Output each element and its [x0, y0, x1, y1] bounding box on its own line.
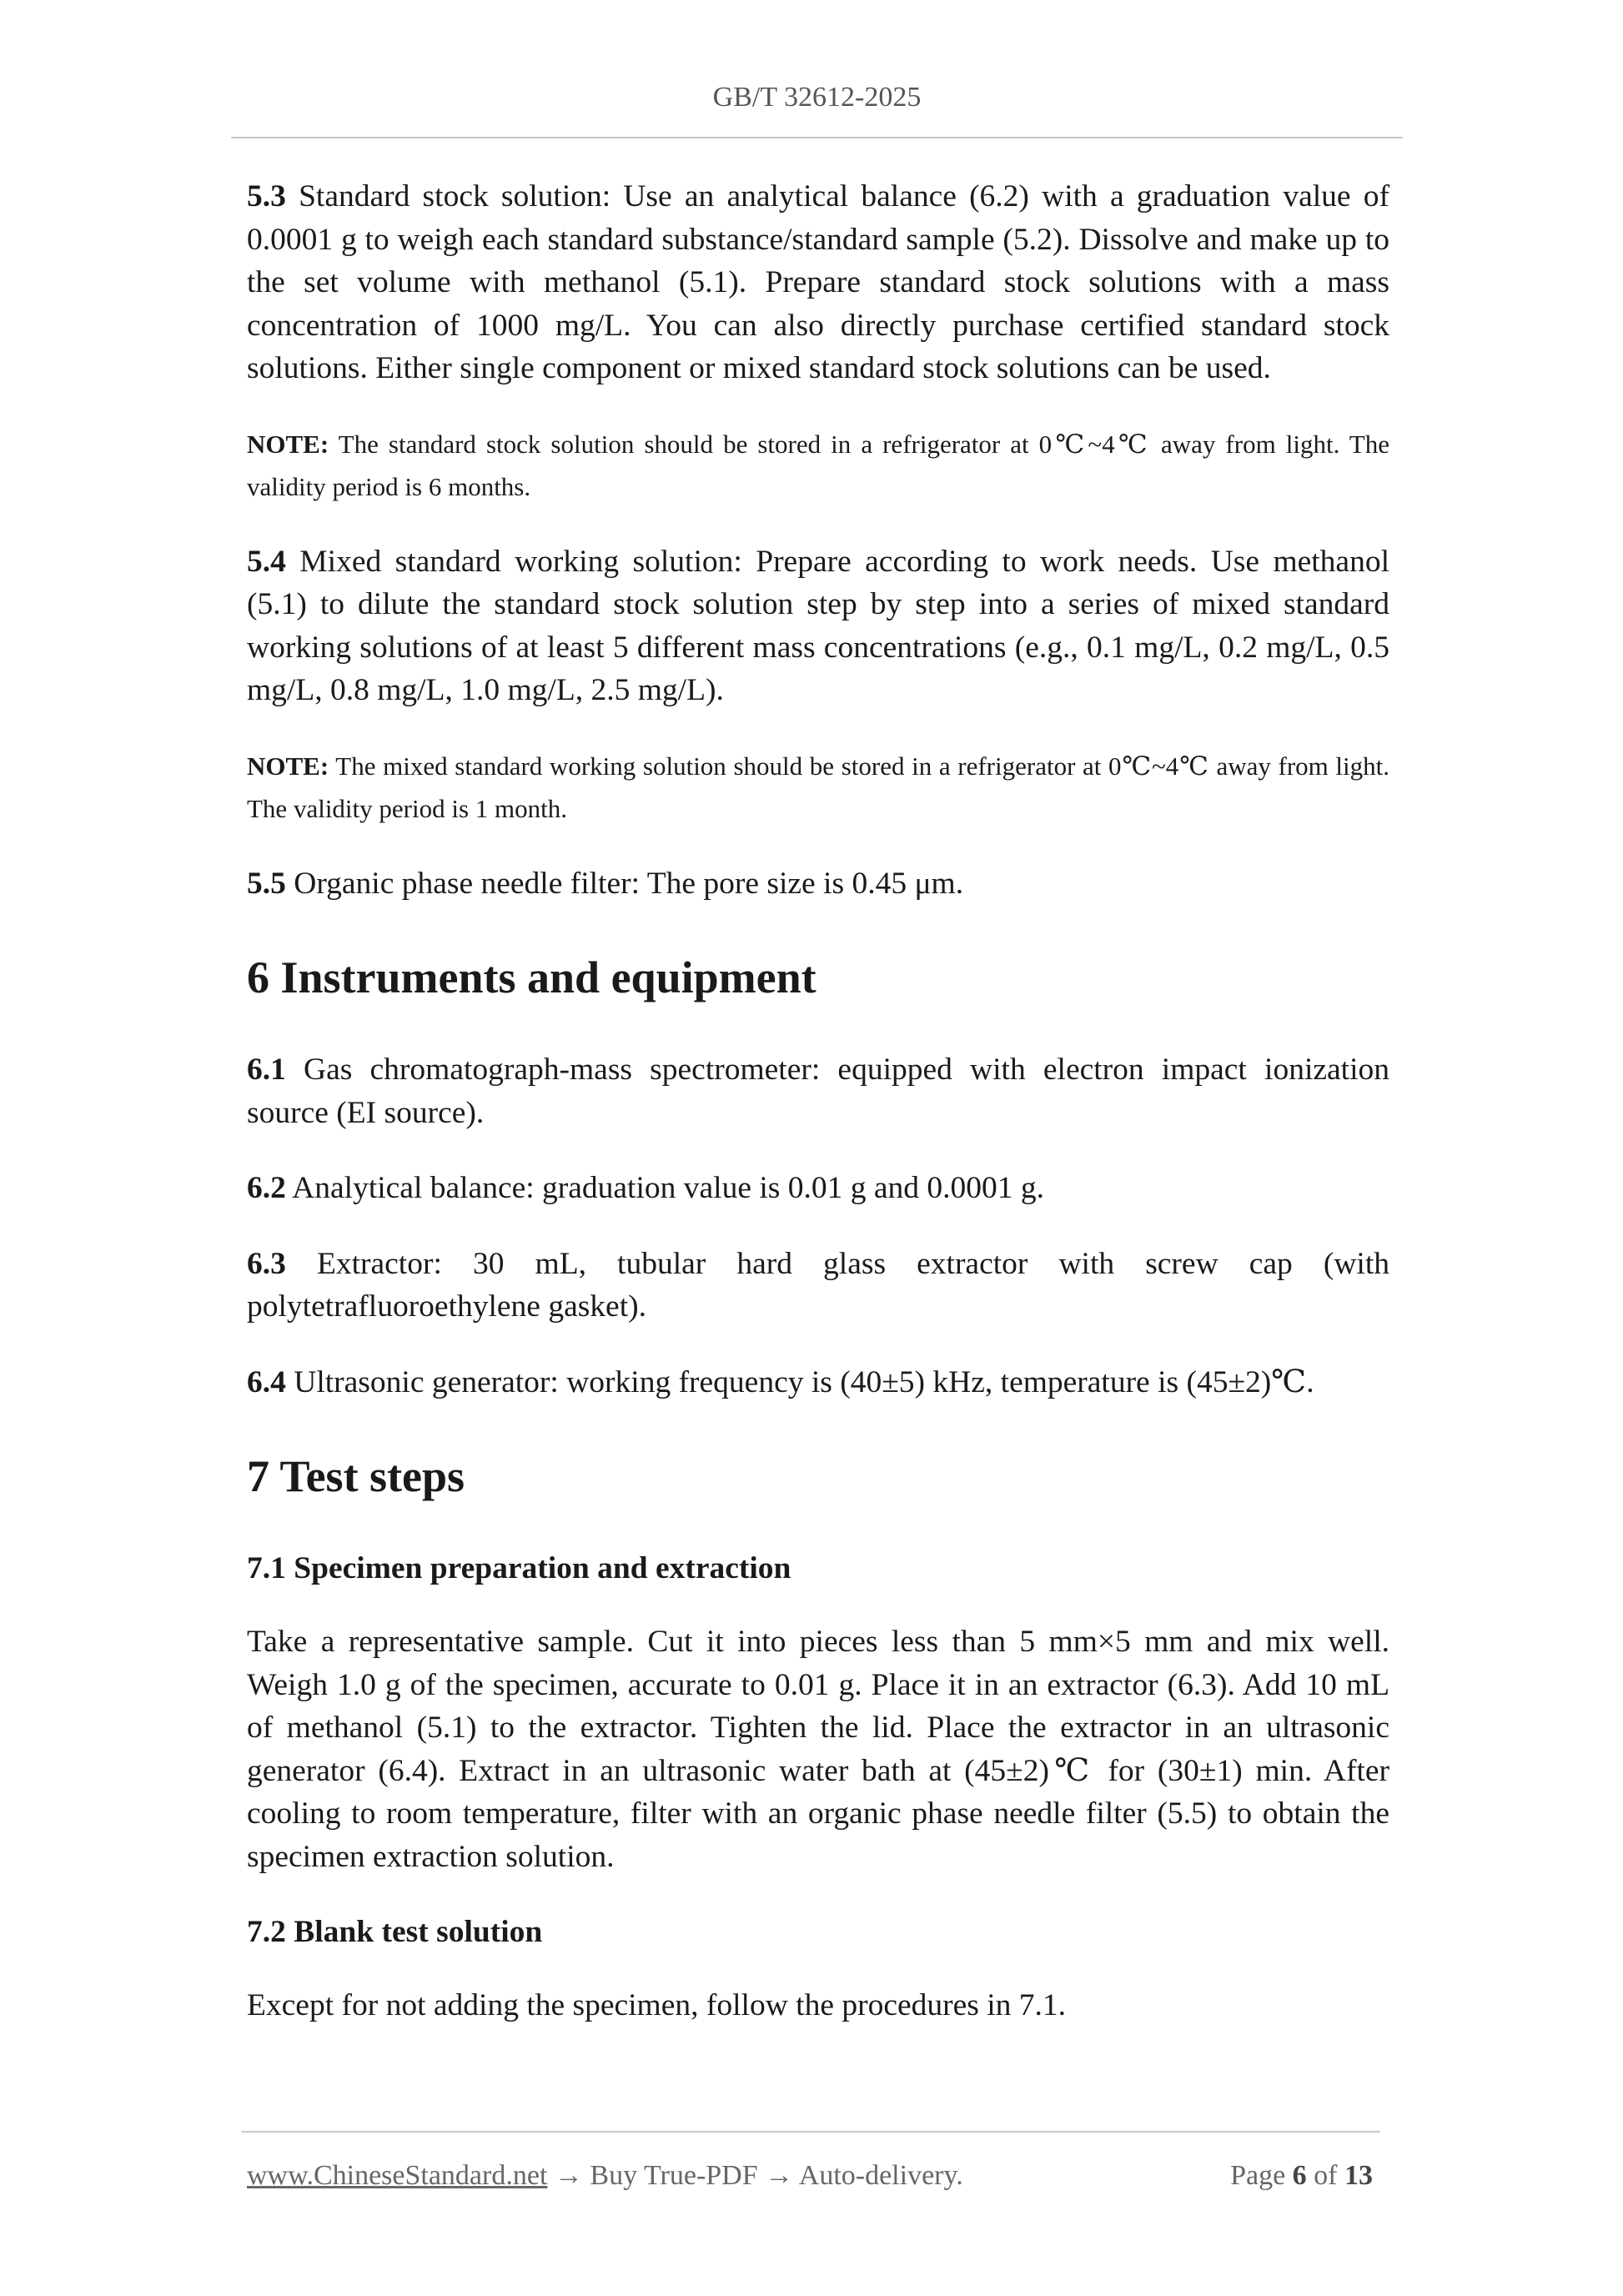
- section-text: Mixed standard working solution: Prepare according to work needs. Use methanol (5.1) to dilute the standard stock solution step by step into a series of mixed standard working solutions of at least 5 different mass concentrations (e.g., 0.1 mg/L, 0.2 mg/L, 0.5 mg/L, 0.8 mg/L, 1.0 mg/L, 2.5 mg/L).: [247, 544, 1389, 707]
- arrow-right-icon: →: [757, 2160, 799, 2191]
- note-label: NOTE:: [247, 429, 329, 459]
- paragraph-specimen-preparation: Take a representative sample. Cut it into pieces less than 5 mm×5 mm and mix well. Weigh 1.0 g of the specimen, accurate to 0.01 g. Place it in an extractor (6.3). Add 10 mL of methanol (5.1) to the extractor. Tighten the lid. Place the extractor in an ultrasonic generator (6.4). Extract in an ultrasonic water bath at (45±2)℃ for (30±1) min. After cooling to room temperature, filter with an organic phase needle filter (5.5) to obtain the specimen extraction solution.: [247, 1625, 1389, 1874]
- website-link[interactable]: www.ChineseStandard.net: [247, 2160, 548, 2191]
- header-divider: [231, 137, 1403, 138]
- section-number: 5.5: [247, 866, 286, 901]
- page-number: [1230, 2156, 1373, 2196]
- note-text: The standard stock solution should be stored in a refrigerator at 0℃~4℃ away from light. The validity period is 6 months.: [247, 429, 1389, 501]
- note-stock-solution: [247, 423, 1389, 508]
- section-text: Standard stock solution: Use an analytical balance (6.2) with a graduation value of 0.0001 g to weigh each standard substance/standard sample (5.2). Dissolve and make up to the set volume with methanol (5.1). Prepare standard stock solutions with a mass concentration of 1000 mg/L. You can also directly purchase certified standard stock solutions. Either single component or mixed standard stock solutions can be used.: [247, 179, 1389, 385]
- page-of: of: [1306, 2160, 1344, 2191]
- document-body: [247, 175, 1389, 2060]
- section-number: 6.4: [247, 1364, 286, 1399]
- section-6-1: [247, 1048, 1389, 1134]
- note-working-solution: [247, 745, 1389, 830]
- section-number: 5.4: [247, 544, 286, 579]
- footer-divider: [242, 2131, 1380, 2133]
- section-6-4: [247, 1361, 1389, 1404]
- heading-blank-test-solution: 7.2 Blank test solution: [247, 1915, 543, 1949]
- section-number: 5.3: [247, 179, 286, 214]
- note-label: NOTE:: [247, 751, 329, 781]
- section-text: Organic phase needle filter: The pore size is 0.45 μm.: [285, 866, 964, 901]
- page-header: GB/T 32612-2025: [712, 82, 922, 113]
- page-total: 13: [1344, 2160, 1373, 2191]
- auto-delivery-text: Auto-delivery.: [798, 2160, 963, 2191]
- section-text: Analytical balance: graduation value is 0.01 g and 0.0001 g.: [285, 1171, 1045, 1205]
- section-number: 6.2: [247, 1171, 286, 1205]
- page-current: 6: [1292, 2160, 1307, 2191]
- page-label: Page: [1230, 2160, 1293, 2191]
- section-text: Ultrasonic generator: working frequency is (40±5) kHz, temperature is (45±2)℃.: [285, 1364, 1314, 1399]
- section-number: 6.1: [247, 1053, 286, 1087]
- section-6-3: [247, 1243, 1389, 1329]
- heading-instruments-equipment: 6 Instruments and equipment: [247, 952, 817, 1002]
- paragraph-blank-test-solution: Except for not adding the specimen, follow the procedures in 7.1.: [247, 1988, 1067, 2022]
- note-text: The mixed standard working solution should be stored in a refrigerator at 0℃~4℃ away from light. The validity period is 1 month.: [247, 751, 1389, 823]
- section-6-2: [247, 1167, 1389, 1210]
- section-5-5: [247, 862, 1389, 906]
- heading-specimen-preparation: 7.1 Specimen preparation and extraction: [247, 1551, 791, 1585]
- section-5-3: [247, 175, 1389, 390]
- section-text: Extractor: 30 mL, tubular hard glass extractor with screw cap (with polytetrafluoroethylene gasket).: [247, 1246, 1389, 1324]
- buy-pdf-text: Buy True-PDF: [590, 2160, 758, 2191]
- heading-test-steps: 7 Test steps: [247, 1451, 465, 1501]
- footer-promo: [247, 2156, 963, 2196]
- section-text: Gas chromatograph-mass spectrometer: equipped with electron impact ionization source (EI source).: [247, 1053, 1389, 1130]
- section-number: 6.3: [247, 1246, 286, 1281]
- arrow-right-icon: →: [547, 2160, 590, 2191]
- section-5-4: [247, 540, 1389, 712]
